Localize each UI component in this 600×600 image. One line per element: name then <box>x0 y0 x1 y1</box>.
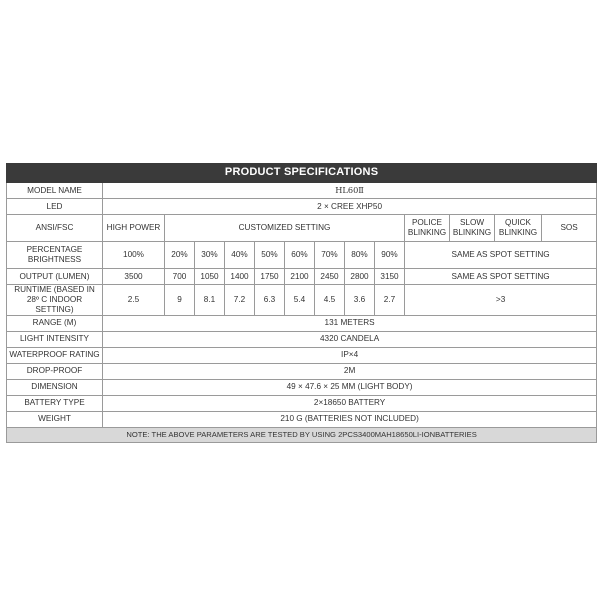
blink-value: SAME AS SPOT SETTING <box>405 269 597 285</box>
level-cell: 2450 <box>315 269 345 285</box>
row-label: RUNTIME (BASED IN 28º C INDOOR SETTING) <box>7 285 103 316</box>
title-row <box>7 164 597 183</box>
row-label: DROP-PROOF <box>7 363 103 379</box>
row-value: IP×4 <box>103 347 597 363</box>
level-cell: 2800 <box>345 269 375 285</box>
blink-value: >3 <box>405 285 597 316</box>
level-cell: 5.4 <box>285 285 315 316</box>
row-intensity <box>7 331 597 347</box>
level-cell: 1750 <box>255 269 285 285</box>
row-waterproof <box>7 347 597 363</box>
level-cell: 30% <box>195 242 225 269</box>
level-cell: 20% <box>165 242 195 269</box>
level-cell: 40% <box>225 242 255 269</box>
high-value: 2.5 <box>103 285 165 316</box>
row-dimension <box>7 379 597 395</box>
table-title: PRODUCT SPECIFICATIONS <box>7 164 597 183</box>
note-row <box>7 427 597 442</box>
row-drop-proof <box>7 363 597 379</box>
level-cell: 8.1 <box>195 285 225 316</box>
mode-quick: QUICK BLINKING <box>495 215 542 242</box>
row-weight <box>7 411 597 427</box>
level-cell: 700 <box>165 269 195 285</box>
level-cell: 80% <box>345 242 375 269</box>
row-label: BATTERY TYPE <box>7 395 103 411</box>
row-value: 131 METERS <box>103 315 597 331</box>
row-label: PERCENTAGE BRIGHTNESS <box>7 242 103 269</box>
spec-table <box>6 163 597 443</box>
row-value: 2M <box>103 363 597 379</box>
level-cell: 90% <box>375 242 405 269</box>
level-cell: 1400 <box>225 269 255 285</box>
level-cell: 1050 <box>195 269 225 285</box>
level-cell: 2.7 <box>375 285 405 316</box>
row-label: LIGHT INTENSITY <box>7 331 103 347</box>
mode-customized: CUSTOMIZED SETTING <box>165 215 405 242</box>
level-cell: 60% <box>285 242 315 269</box>
level-cell: 70% <box>315 242 345 269</box>
level-cell: 2100 <box>285 269 315 285</box>
row-label: RANGE (M) <box>7 315 103 331</box>
row-value: 210 G (BATTERIES NOT INCLUDED) <box>103 411 597 427</box>
row-value: 2×18650 BATTERY <box>103 395 597 411</box>
level-cell: 9 <box>165 285 195 316</box>
row-led <box>7 199 597 215</box>
row-label: WATERPROOF RATING <box>7 347 103 363</box>
mode-high-power: HIGH POWER <box>103 215 165 242</box>
row-value: 4320 CANDELA <box>103 331 597 347</box>
row-label: DIMENSION <box>7 379 103 395</box>
row-label: WEIGHT <box>7 411 103 427</box>
level-cell: 4.5 <box>315 285 345 316</box>
row-label: MODEL NAME <box>7 183 103 199</box>
mode-police: POLICE BLINKING <box>405 215 450 242</box>
table-note: NOTE: THE ABOVE PARAMETERS ARE TESTED BY USING 2PCS3400MAH18650LI-IONBATTERIES <box>7 427 597 442</box>
row-value: 49 × 47.6 × 25 MM (LIGHT BODY) <box>103 379 597 395</box>
row-range <box>7 315 597 331</box>
row-ansi <box>7 215 597 242</box>
level-cell: 50% <box>255 242 285 269</box>
row-output <box>7 269 597 285</box>
level-cell: 3150 <box>375 269 405 285</box>
row-label: LED <box>7 199 103 215</box>
mode-slow: SLOW BLINKING <box>450 215 495 242</box>
blink-value: SAME AS SPOT SETTING <box>405 242 597 269</box>
row-battery <box>7 395 597 411</box>
row-runtime <box>7 285 597 316</box>
row-model-name <box>7 183 597 199</box>
level-cell: 7.2 <box>225 285 255 316</box>
level-cell: 3.6 <box>345 285 375 316</box>
row-label: ANSI/FSC <box>7 215 103 242</box>
high-value: 100% <box>103 242 165 269</box>
row-value: 2 × CREE XHP50 <box>103 199 597 215</box>
mode-sos: SOS <box>542 215 597 242</box>
row-value: HL60Ⅱ <box>103 183 597 199</box>
row-percentage <box>7 242 597 269</box>
high-value: 3500 <box>103 269 165 285</box>
row-label: OUTPUT (LUMEN) <box>7 269 103 285</box>
level-cell: 6.3 <box>255 285 285 316</box>
